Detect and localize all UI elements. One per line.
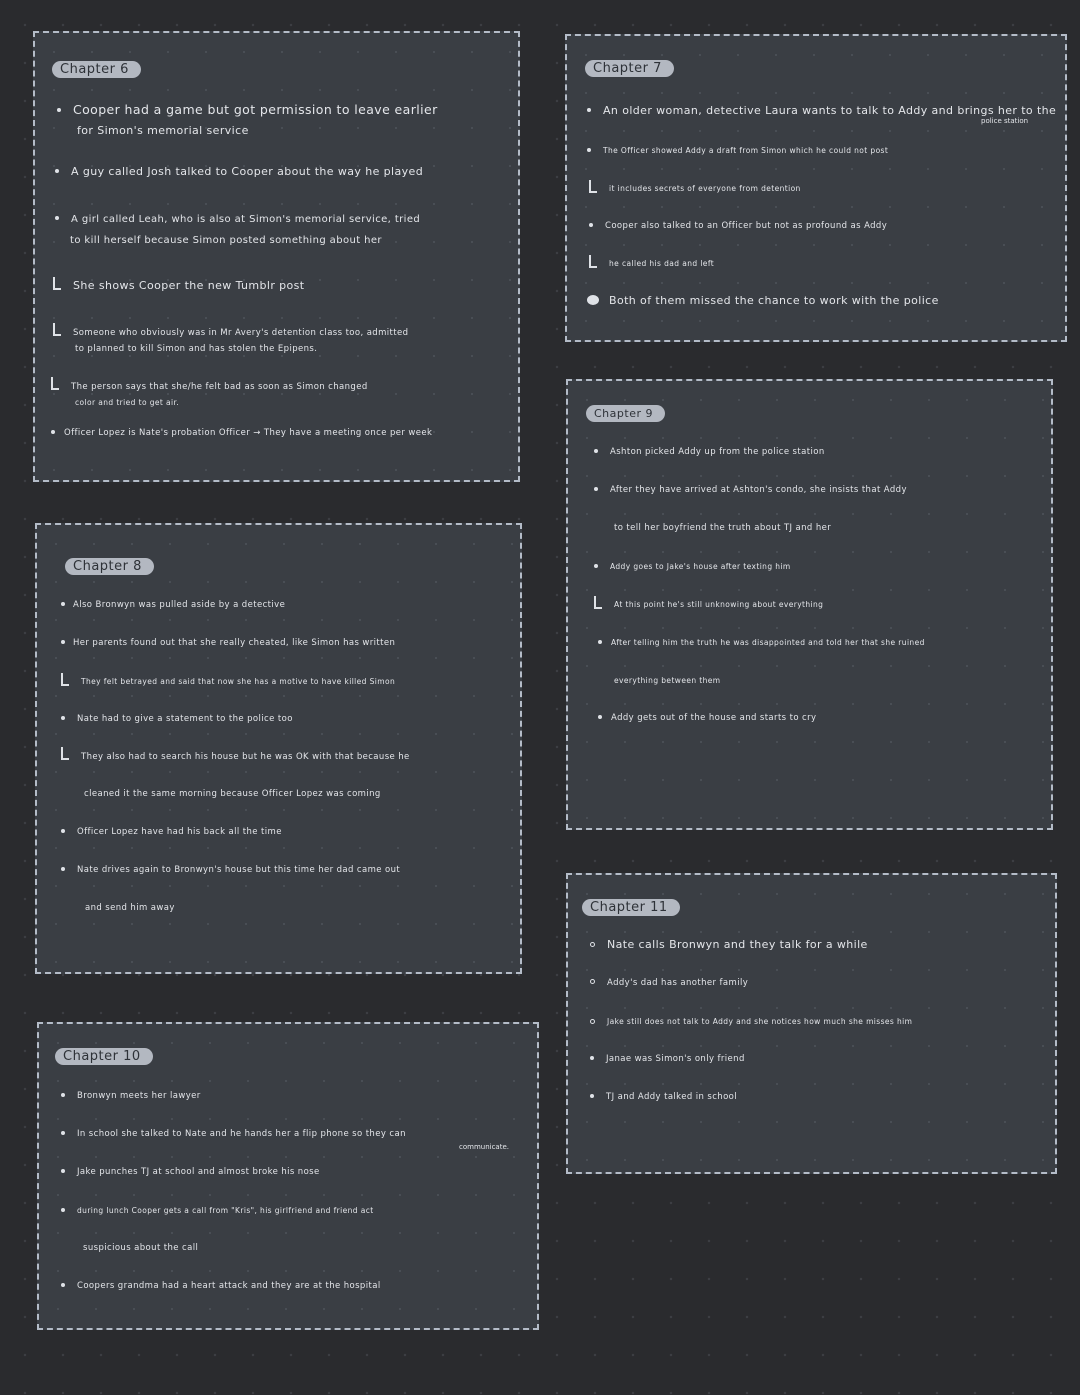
bullet-icon <box>594 564 598 568</box>
bullet-icon <box>594 449 598 453</box>
chapter-9-title: Chapter 9 <box>586 405 665 422</box>
list-item: Nate calls Bronwyn and they talk for a while <box>590 937 868 952</box>
list-item: Her parents found out that she really cheated, like Simon has written <box>61 636 395 651</box>
equals-bullet-icon <box>587 295 599 305</box>
sub-arrow-icon <box>53 277 61 290</box>
chapter-11-card <box>566 873 1057 1174</box>
list-item: Nate drives again to Bronwyn's house but this time her dad came out <box>61 863 400 878</box>
list-item: The person says that she/he felt bad as soon as Simon changed <box>51 380 368 395</box>
list-item: Addy goes to Jake's house after texting him <box>594 559 791 574</box>
bullet-icon <box>61 829 65 833</box>
list-item: A guy called Josh talked to Cooper about the way he played <box>55 164 423 179</box>
list-item-continued: police station <box>981 117 1029 125</box>
bullet-icon <box>61 716 65 720</box>
list-item: Addy's dad has another family <box>590 976 748 991</box>
chapter-7-title: Chapter 7 <box>585 60 674 77</box>
list-item: Nate had to give a statement to the police too <box>61 712 293 727</box>
bullet-icon <box>61 1093 65 1097</box>
bullet-icon <box>61 1169 65 1173</box>
list-item: Bronwyn meets her lawyer <box>61 1089 201 1104</box>
sub-arrow-icon <box>61 673 69 686</box>
sub-arrow-icon <box>61 747 69 760</box>
list-item-continued: and send him away <box>85 903 175 913</box>
list-item-continued: for Simon's memorial service <box>77 124 249 137</box>
list-item: Someone who obviously was in Mr Avery's detention class too, admitted <box>53 326 408 341</box>
list-item-continued: color and tried to get air. <box>75 398 180 407</box>
list-item: After telling him the truth he was disappointed and told her that she ruined <box>598 635 925 650</box>
list-item-continued: cleaned it the same morning because Officer Lopez was coming <box>84 789 381 799</box>
list-item: An older woman, detective Laura wants to talk to Addy and brings her to the <box>587 103 1056 118</box>
bullet-icon <box>589 223 593 227</box>
list-item-continued: to planned to kill Simon and has stolen the Epipens. <box>75 344 318 354</box>
list-item: it includes secrets of everyone from detention <box>589 181 801 196</box>
bullet-icon <box>590 1019 595 1024</box>
bullet-icon <box>587 148 591 152</box>
bullet-icon <box>61 640 65 644</box>
list-item-continued: everything between them <box>614 676 721 685</box>
chapter-11-title: Chapter 11 <box>582 899 680 916</box>
bullet-icon <box>590 1094 594 1098</box>
list-item: Janae was Simon's only friend <box>590 1052 745 1067</box>
bullet-icon <box>55 216 59 220</box>
list-item: Jake punches TJ at school and almost broke his nose <box>61 1165 320 1180</box>
list-item: Coopers grandma had a heart attack and they are at the hospital <box>61 1279 381 1294</box>
chapter-6-title: Chapter 6 <box>52 61 141 78</box>
list-item: Also Bronwyn was pulled aside by a detective <box>61 598 285 613</box>
sub-arrow-icon <box>51 377 59 390</box>
list-item: TJ and Addy talked in school <box>590 1090 737 1105</box>
sub-arrow-icon <box>589 180 597 193</box>
bullet-icon <box>590 1056 594 1060</box>
bullet-icon <box>598 715 602 719</box>
bullet-icon <box>594 487 598 491</box>
list-item: They also had to search his house but he was OK with that because he <box>61 750 410 765</box>
list-item: Ashton picked Addy up from the police station <box>594 445 825 460</box>
bullet-icon <box>598 640 602 644</box>
chapter-10-card <box>37 1022 539 1330</box>
bullet-icon <box>590 979 595 984</box>
bullet-icon <box>587 108 591 112</box>
sub-arrow-icon <box>589 255 597 268</box>
chapter-9-card <box>566 379 1053 830</box>
list-item: Cooper also talked to an Officer but not as profound as Addy <box>589 219 887 234</box>
chapter-8-card <box>35 523 522 974</box>
list-item-continued: to kill herself because Simon posted something about her <box>70 235 382 246</box>
chapter-6-card <box>33 31 520 482</box>
bullet-icon <box>61 602 65 606</box>
bullet-icon <box>61 867 65 871</box>
bullet-icon <box>61 1208 65 1212</box>
list-item-continued: to tell her boyfriend the truth about TJ and her <box>614 523 832 533</box>
list-item: Addy gets out of the house and starts to cry <box>598 711 816 726</box>
bullet-icon <box>55 169 59 173</box>
list-item: A girl called Leah, who is also at Simon's memorial service, tried <box>55 212 420 227</box>
list-item: Officer Lopez is Nate's probation Officer → They have a meeting once per week <box>51 426 432 441</box>
chapter-8-title: Chapter 8 <box>65 558 154 575</box>
list-item-continued: suspicious about the call <box>83 1243 199 1253</box>
list-item: At this point he's still unknowing about everything <box>594 597 823 612</box>
list-item: She shows Cooper the new Tumblr post <box>53 278 305 293</box>
list-item: Both of them missed the chance to work with the police <box>587 293 939 308</box>
bullet-icon <box>51 430 55 434</box>
bullet-icon <box>61 1131 65 1135</box>
chapter-7-card <box>565 34 1067 342</box>
list-item-continued: communicate. <box>459 1143 510 1151</box>
list-item: After they have arrived at Ashton's condo, she insists that Addy <box>594 483 907 498</box>
list-item: They felt betrayed and said that now she has a motive to have killed Simon <box>61 674 395 689</box>
sub-arrow-icon <box>594 596 602 609</box>
list-item: Jake still does not talk to Addy and she notices how much she misses him <box>590 1014 912 1029</box>
list-item: Cooper had a game but got permission to leave earlier <box>57 102 438 117</box>
bullet-icon <box>57 108 61 112</box>
list-item: he called his dad and left <box>589 256 714 271</box>
sub-arrow-icon <box>53 323 61 336</box>
bullet-icon <box>590 942 595 947</box>
list-item: during lunch Cooper gets a call from "Kris", his girlfriend and friend act <box>61 1203 374 1218</box>
list-item: The Officer showed Addy a draft from Simon which he could not post <box>587 143 888 158</box>
bullet-icon <box>61 1283 65 1287</box>
chapter-10-title: Chapter 10 <box>55 1048 153 1065</box>
list-item: Officer Lopez have had his back all the time <box>61 825 282 840</box>
list-item: In school she talked to Nate and he hands her a flip phone so they can <box>61 1127 406 1142</box>
